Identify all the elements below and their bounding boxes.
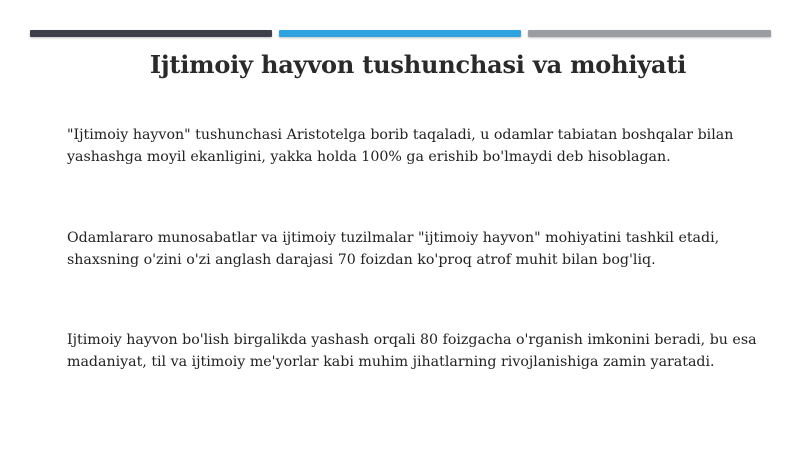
- paragraph: Odamlararo munosabatlar va ijtimoiy tuzilmalar "ijtimoiy hayvon" mohiyatini tashkil etadi, shaxsning o'zini o'zi anglash darajasi 70 foizdan ko'proq atrof muhit bilan bog'liq.: [67, 230, 720, 268]
- paragraph: Ijtimoiy hayvon bo'lish birgalikda yashash orqali 80 foizgacha o'rganish imkonini beradi, bu esa madaniyat, til va ijtimoiy me'yorlar kabi muhim jihatlarning rivojlanishiga zamin yaratadi.: [67, 332, 757, 370]
- slide-title: Ijtimoiy hayvon tushunchasi va mohiyati: [149, 50, 687, 79]
- decorative-bar-blue: [279, 30, 521, 37]
- decorative-bar-dark: [30, 30, 272, 37]
- paragraph: "Ijtimoiy hayvon" tushunchasi Aristotelga borib taqaladi, u odamlar tabiatan boshqalar bilan yashashga moyil ekanligini, yakka holda 100% ga erishib bo'lmaydi deb hisoblagan.: [67, 127, 734, 165]
- decorative-bar-gray: [528, 30, 771, 37]
